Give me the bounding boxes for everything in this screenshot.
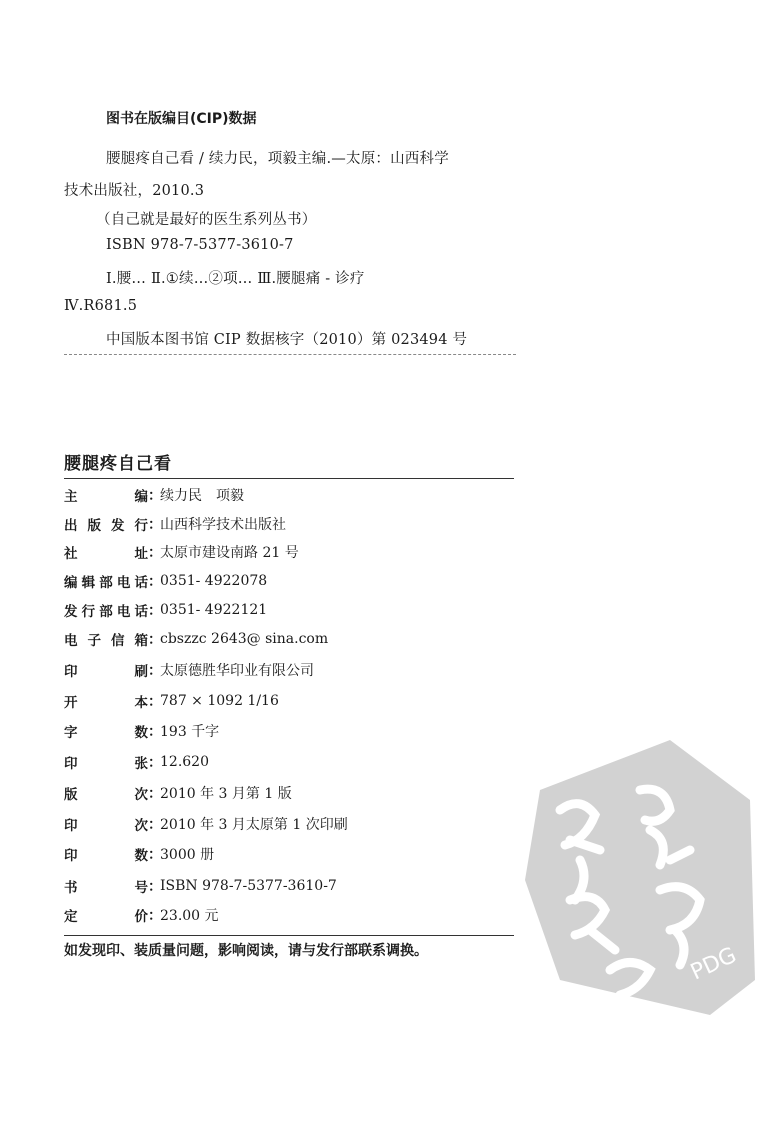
detail-label-char: 辑: [81, 575, 96, 591]
detail-value: 太原德胜华印业有限公司: [160, 663, 314, 679]
detail-label-char: 数: [134, 725, 148, 741]
detail-label-char: 址: [134, 546, 148, 562]
detail-row: [64, 875, 337, 897]
detail-row: [64, 570, 267, 592]
detail-colon: ：: [148, 908, 162, 924]
detail-label: [64, 783, 148, 803]
detail-value: 12.620: [160, 754, 209, 770]
detail-label: [64, 514, 148, 534]
detail-colon: ：: [148, 545, 162, 561]
detail-colon: ：: [148, 879, 162, 895]
detail-row: [64, 541, 299, 563]
detail-label: [64, 485, 148, 505]
details-bottom-divider: [64, 935, 514, 936]
detail-label-char: 行: [81, 604, 96, 620]
detail-label-char: 信: [111, 633, 125, 649]
detail-value: 3000 册: [160, 847, 215, 863]
detail-value: ISBN 978-7-5377-3610-7: [160, 878, 337, 894]
detail-colon: ：: [148, 632, 162, 648]
detail-label-char: 电: [64, 633, 78, 649]
detail-value: 太原市建设南路 21 号: [160, 545, 299, 561]
detail-colon: ：: [148, 724, 162, 740]
cip-heading: 图书在版编目(CIP)数据: [106, 111, 257, 127]
detail-label-char: 主: [64, 489, 78, 505]
cip-series-line: （自己就是最好的医生系列丛书）: [96, 212, 317, 228]
detail-value: 787 × 1092 1/16: [160, 693, 279, 709]
detail-label: [64, 876, 148, 896]
detail-row: [64, 599, 267, 621]
cip-call-number: Ⅳ.R681.5: [64, 298, 138, 314]
cip-isbn-line: ISBN 978-7-5377-3610-7: [106, 237, 294, 253]
detail-label-char: 次: [134, 787, 148, 803]
detail-row: [64, 720, 219, 742]
detail-value: 2010 年 3 月太原第 1 次印刷: [160, 817, 348, 833]
detail-value: 193 千字: [160, 724, 220, 740]
detail-row: [64, 690, 279, 712]
detail-colon: ：: [148, 847, 162, 863]
detail-label-char: 号: [134, 880, 148, 896]
detail-row: [64, 751, 209, 773]
cip-dashed-divider: [64, 354, 516, 355]
detail-colon: ：: [148, 817, 162, 833]
cip-classification-line: Ⅰ.腰… Ⅱ.①续…②项… Ⅲ.腰腿痛 - 诊疗: [106, 271, 365, 287]
detail-row: [64, 813, 348, 835]
quality-notice: 如发现印、装质量问题，影响阅读，请与发行部联系调换。: [64, 943, 428, 959]
detail-label-char: 社: [64, 546, 78, 562]
detail-label-char: 本: [134, 695, 148, 711]
detail-label-char: 行: [134, 518, 148, 534]
detail-colon: ：: [148, 488, 162, 504]
detail-value: 0351- 4922078: [160, 573, 268, 589]
cip-title-line: 腰腿疼自己看 / 续力民，项毅主编.—太原：山西科学: [106, 151, 449, 167]
detail-row: [64, 659, 314, 681]
detail-label: [64, 571, 148, 591]
detail-label-char: 部: [99, 604, 113, 620]
detail-label-char: 刷: [134, 664, 148, 680]
detail-value: 续力民 项毅: [160, 488, 244, 504]
detail-label-char: 张: [134, 756, 148, 772]
detail-label-char: 数: [134, 848, 148, 864]
detail-label-char: 字: [64, 725, 78, 741]
detail-row: [64, 904, 219, 926]
detail-label: [64, 691, 148, 711]
detail-label-char: 编: [134, 489, 148, 505]
detail-label: [64, 660, 148, 680]
detail-value: 0351- 4922121: [160, 602, 268, 618]
detail-label-char: 话: [134, 575, 148, 591]
detail-label-char: 价: [134, 909, 148, 925]
detail-row: [64, 628, 328, 650]
detail-colon: ：: [148, 663, 162, 679]
detail-label-char: 编: [64, 575, 78, 591]
detail-colon: ：: [148, 755, 162, 771]
detail-label-char: 子: [87, 633, 101, 649]
detail-label-char: 版: [64, 787, 78, 803]
detail-label: [64, 629, 148, 649]
detail-label: [64, 600, 148, 620]
detail-label: [64, 542, 148, 562]
detail-label-char: 箱: [134, 633, 148, 649]
detail-row: [64, 513, 286, 535]
detail-value: 山西科学技术出版社: [160, 517, 286, 533]
detail-colon: ：: [148, 694, 162, 710]
detail-colon: ：: [148, 603, 162, 619]
title-divider: [64, 478, 514, 479]
detail-colon: ：: [148, 574, 162, 590]
detail-label-char: 出: [64, 518, 78, 534]
cip-publisher-line: 技术出版社，2010.3: [64, 183, 205, 199]
detail-label-char: 定: [64, 909, 78, 925]
detail-colon: ：: [148, 786, 162, 802]
detail-label-char: 话: [134, 604, 148, 620]
detail-row: [64, 843, 214, 865]
detail-label-char: 印: [64, 818, 78, 834]
detail-label: [64, 721, 148, 741]
detail-row: [64, 782, 292, 804]
detail-label-char: 印: [64, 664, 78, 680]
detail-value: cbszzc 2643@ sina.com: [160, 631, 329, 647]
detail-value: 2010 年 3 月第 1 版: [160, 786, 292, 802]
detail-label-char: 发: [64, 604, 78, 620]
detail-value: 23.00 元: [160, 908, 219, 924]
detail-label-char: 电: [116, 604, 131, 620]
detail-label-char: 印: [64, 756, 78, 772]
detail-label-char: 开: [64, 695, 78, 711]
detail-label-char: 版: [87, 518, 101, 534]
detail-label-char: 书: [64, 880, 78, 896]
cip-record-line: 中国版本图书馆 CIP 数据核字（2010）第 023494 号: [106, 332, 468, 348]
detail-label: [64, 814, 148, 834]
book-title: 腰腿疼自己看: [64, 454, 172, 474]
detail-label: [64, 905, 148, 925]
detail-label-char: 发: [111, 518, 125, 534]
detail-label: [64, 844, 148, 864]
detail-colon: ：: [148, 517, 162, 533]
detail-label-char: 次: [134, 818, 148, 834]
pdg-watermark-label: PDG: [686, 942, 741, 986]
detail-label-char: 电: [116, 575, 131, 591]
seal-watermark-icon: [520, 730, 760, 1020]
detail-row: [64, 484, 244, 506]
detail-label-char: 印: [64, 848, 78, 864]
detail-label-char: 部: [99, 575, 113, 591]
detail-label: [64, 752, 148, 772]
